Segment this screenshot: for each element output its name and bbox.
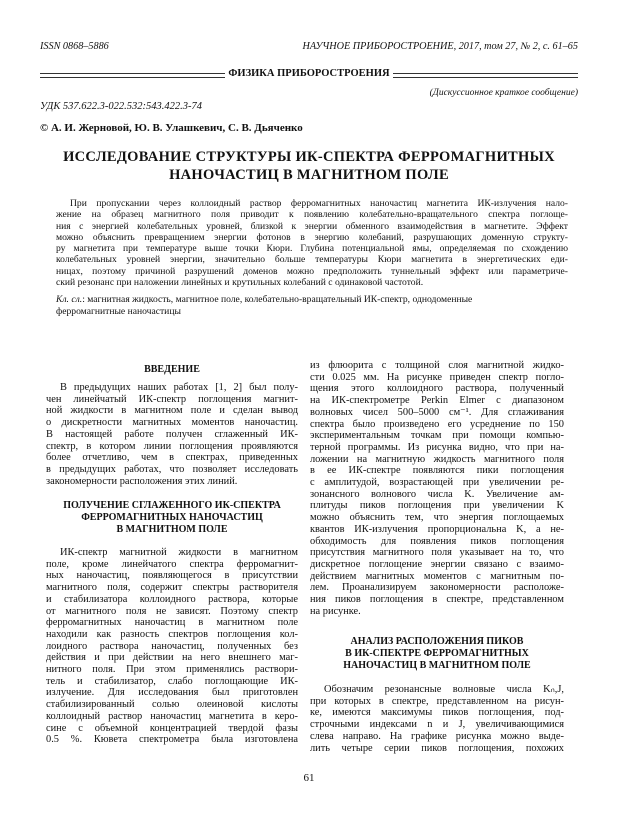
abstract [56, 198, 568, 288]
heading-method [46, 500, 298, 535]
text-line [310, 684, 564, 696]
text-line: спектра было произведено его усреднение по 150 [310, 418, 564, 430]
text-line: лить четыре серии пиков поглощения, похожих [310, 742, 564, 754]
article-type: (Дискуссионное краткое сообщение) [429, 88, 578, 98]
text-line: закономерности расположения этих линий. [46, 475, 238, 487]
text-line: в предыдущих работах, что позволяет исследовать [46, 463, 298, 475]
text-line: более отчетливо, чем в спектрах, приведенных [46, 452, 298, 464]
text-line: магнитного поля, содержит спектры растворителя [46, 582, 298, 594]
text-line: 0.5 %. Кювета спектрометра была изготовлена [46, 734, 298, 746]
keywords [56, 294, 472, 317]
text-line: лоидного раствора наночастиц, полученных без [46, 640, 298, 652]
text-line: спектр, в котором линии поглощения проявляются [46, 440, 298, 452]
text-line: и стабилизатора коллоидного раствора, которые [46, 593, 298, 605]
text-line: от магнитного поля не зависят. Поэтому спектр [46, 605, 298, 617]
section-rubric-rule [40, 70, 578, 80]
title-line: ИССЛЕДОВАНИЕ СТРУКТУРЫ ИК-СПЕКТРА ФЕРРОМАГНИТНЫХ [63, 149, 555, 165]
heading-line: ФЕРРОМАГНИТНЫХ НАНОЧАСТИЦ [81, 511, 263, 523]
text-line: ных наночастиц, появляющегося в присутствии [46, 570, 298, 582]
keywords-label: Кл. сл. [56, 294, 83, 305]
text-line: слева направо. На графике рисунка можно выде- [310, 730, 564, 742]
text-line: экспериментальным точкам при помощи компью- [310, 430, 564, 442]
heading-analysis [310, 636, 564, 671]
text-line: плитуды пиков поглощения при увеличении K [310, 500, 564, 512]
text-line: нитного поля. При этом применялись раствори- [46, 664, 298, 676]
text-line: в ее ИК-спектре появляются пики поглощения [310, 465, 564, 477]
text-line: действием магнитных моментов с магнитным по- [310, 570, 564, 582]
issn: ISSN 0868–5886 [40, 41, 109, 52]
text-line: стабилизированный солью олеиновой кислоты [46, 699, 298, 711]
heading-line: АНАЛИЗ РАСПОЛОЖЕНИЯ ПИКОВ [350, 636, 524, 647]
text-line: щения этого коллоидного раствора, полученный [310, 383, 564, 395]
text-line: В настоящей работе получен сглаженный ИК- [46, 428, 298, 440]
heading-line: В ИК-СПЕКТРЕ ФЕРРОМАГНИТНЫХ [345, 647, 529, 659]
text-line: обходимость для появления пиков поглощения [310, 535, 564, 547]
text-line: с амплитудой, возрастающей при увеличении ре- [310, 477, 564, 489]
heading-introduction: ВВЕДЕНИЕ [144, 364, 200, 375]
text-line: ке, имеются максимумы пиков поглощения, под- [310, 707, 564, 719]
section-rubric: ФИЗИКА ПРИБОРОСТРОЕНИЯ [225, 68, 392, 79]
title-line: НАНОЧАСТИЦ В МАГНИТНОМ ПОЛЕ [169, 167, 449, 183]
text-line: ницах, поэтому причиной разрушений доменов можно предположить туннельный эффект или параметриче- [56, 265, 568, 277]
text-line: терной программы. Из рисунка видно, что при на- [310, 441, 564, 453]
text-line: ния пиков поглощения в спектре, представленном [310, 594, 564, 606]
text-line: при которых в спектре, представленном на рисун- [310, 695, 564, 707]
text-line-content: Обозначим резонансные волновые числа Kₙ,J, [324, 684, 564, 695]
text-line: строчными индексами n и J, увеличивающимися [310, 719, 564, 731]
keywords-line: : магнитная жидкость, магнитное поле, колебательно-вращательный ИК-спектр, однодоменные [82, 294, 473, 305]
text-line: ния с энергией колебательных уровней, близкой к энергии обменного взаимодействия в магнетите. Эффект [56, 220, 568, 232]
text-line: зонансного волнового числа K. Увеличение ам- [310, 488, 564, 500]
text-line: ной жидкости в магнитном поле и сделан вывод [46, 405, 298, 417]
text-line [46, 547, 298, 559]
method-paragraph-continued [310, 360, 564, 617]
method-paragraph [46, 547, 298, 746]
text-line: можно объяснить тем, что энергия поглощаемых [310, 512, 564, 524]
authors: © А. И. Жерновой, Ю. В. Улашкевич, С. В. Дьяченко [40, 122, 303, 134]
journal-citation: НАУЧНОЕ ПРИБОРОСТРОЕНИЕ, 2017, том 27, № 2, с. 61–65 [302, 41, 578, 52]
text-line-content: ИК-спектр магнитной жидкости в магнитном [60, 547, 298, 558]
text-line: жение на образец магнитного поля приводит к появлению колебательно-вращательного спектра поглоще- [56, 209, 568, 221]
text-line-content: При пропускании через коллоидный раствор ферромагнитных наночастиц магнетита ИК-излучения нало- [70, 198, 568, 209]
udc: УДК 537.622.3-022.532:543.422.3-74 [40, 101, 203, 112]
text-line-content: В предыдущих наших работах [1, 2] был полу- [60, 382, 298, 393]
heading-line: ПОЛУЧЕНИЕ СГЛАЖЕННОГО ИК-СПЕКТРА [63, 500, 281, 511]
text-line: ферромагнитных наночастиц в магнитном поле [46, 617, 298, 629]
text-line: волновых чисел 500–5000 см⁻¹. Для сглаживания [310, 406, 564, 418]
text-line: чен линейчатый ИК-спектр поглощения магнит- [46, 393, 298, 405]
introduction-paragraph [46, 382, 298, 487]
text-line: действия и при действии на него внешнего маг- [46, 652, 298, 664]
text-line: колебательных уровней энергии, значительно больше температуры Кюри магнетита в энергетических еди- [56, 254, 568, 266]
text-line: сти 0.025 мм. На рисунке приведен спектр погло- [310, 371, 564, 383]
heading-line: НАНОЧАСТИЦ В МАГНИТНОМ ПОЛЕ [343, 659, 531, 671]
analysis-paragraph [310, 684, 564, 754]
text-line: коллоидный раствор наночастиц магнетита в керо- [46, 710, 298, 722]
text-line: можно объяснить превращением энергии фотонов в энергию колебаний, разрушающих доменную структу- [56, 231, 568, 243]
text-line: квантов ИК-излучения пропорциональна K, а не- [310, 523, 564, 535]
keywords-line: ферромагнитные наночастицы [56, 305, 181, 317]
text-line: на рисунке. [310, 605, 361, 617]
text-line: присутствия магнитного поля указывает на то, что [310, 547, 564, 559]
text-line: лем. Проанализируем закономерности расположе- [310, 582, 564, 594]
text-line: ру магнетита при температуре выше точки Кюри. Глубина потенциальной ямы, определяемая по схождению [56, 243, 568, 255]
text-line: тель и стабилизатор, слабо поглощающие ИК- [46, 675, 298, 687]
text-line: излучение. Для исследования был приготовлен [46, 687, 298, 699]
text-line: ский резонанс при наложении линейных и крутильных колебаний с одинаковой частотой. [56, 277, 424, 289]
text-line: находили как разность спектров поглощения кол- [46, 628, 298, 640]
page-number: 61 [303, 772, 315, 784]
text-line: на ИК-спектрометре Perkin Elmer с диапазоном [310, 395, 564, 407]
text-line: сине с объемной концентрацией твердой фазы [46, 722, 298, 734]
text-line: ложении на магнитную жидкость магнитного поля [310, 453, 564, 465]
text-line: из флюорита с толщиной слоя магнитной жидко- [310, 360, 564, 371]
article-title [40, 148, 578, 184]
text-line: о дискретности магнитных моментов наночастиц. [46, 417, 298, 429]
text-line: поле, кроме линейчатого спектра ферромагнит- [46, 558, 298, 570]
heading-line: В МАГНИТНОМ ПОЛЕ [116, 523, 228, 535]
text-line: дискретное поглощение энергии связано с взаимо- [310, 558, 564, 570]
text-line [46, 382, 298, 394]
text-line [56, 198, 568, 209]
